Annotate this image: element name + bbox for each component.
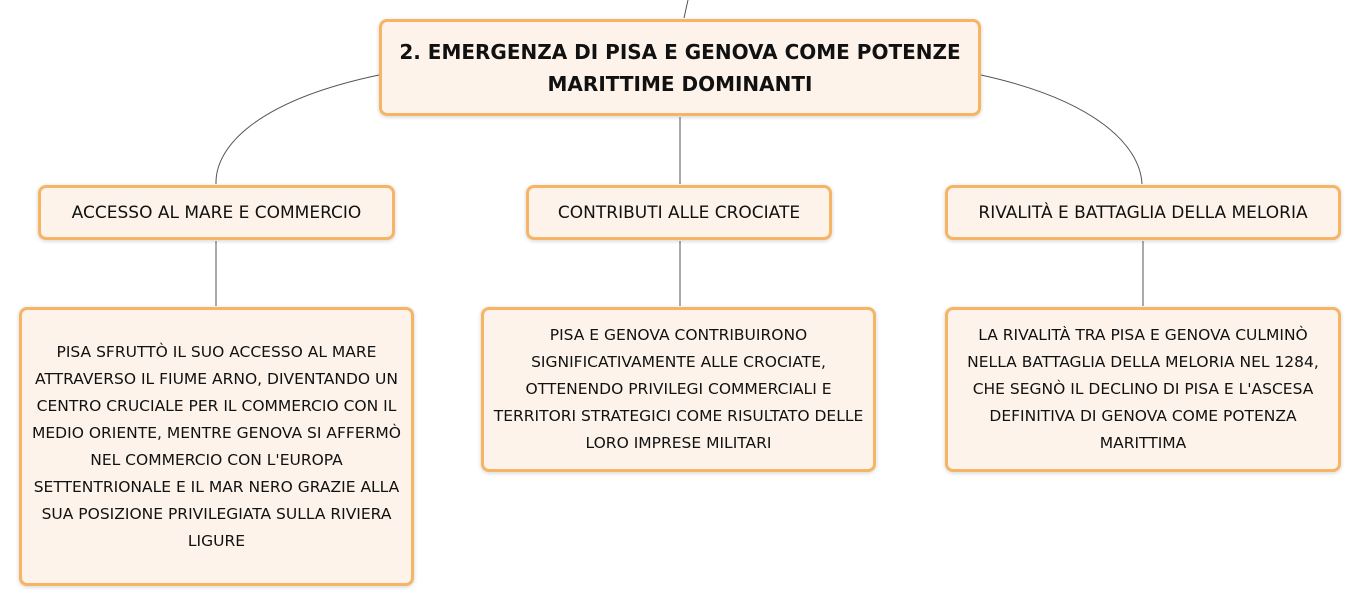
branch-node-access-sea[interactable] (38, 185, 395, 240)
detail-text: PISA SFRUTTÒ IL SUO ACCESSO AL MARE ATTRAVERSO IL FIUME ARNO, DIVENTANDO UN CENTRO CRUCIALE PER IL COMMERCIO CON IL MEDIO ORIENTE, MENTRE GENOVA SI AFFERMÒ NEL COMMERCIO CON L'EUROPA SETTENTRIONALE E IL MAR NERO GRAZIE ALLA SUA POSIZIONE PRIVILEGIATA SULLA RIVIERA LIGURE (32, 342, 401, 550)
connector-incoming (684, 0, 688, 18)
detail-node-meloria[interactable] (945, 307, 1341, 472)
branch-node-meloria[interactable] (945, 185, 1341, 240)
detail-text: PISA E GENOVA CONTRIBUIRONO SIGNIFICATIVAMENTE ALLE CROCIATE, OTTENENDO PRIVILEGI COMMERCIALI E TERRITORI STRATEGICI COME RISULTATO DELLE LORO IMPRESE MILITARI (493, 326, 864, 452)
connector-root-branch-1 (216, 75, 379, 184)
detail-node-access-sea[interactable] (19, 307, 414, 586)
connector-root-branch-3 (981, 75, 1142, 184)
detail-node-crusades[interactable] (481, 307, 876, 472)
branch-label: ACCESSO AL MARE E COMMERCIO (71, 202, 362, 223)
detail-text: LA RIVALITÀ TRA PISA E GENOVA CULMINÒ NELLA BATTAGLIA DELLA MELORIA NEL 1284, CHE SEGNÒ IL DECLINO DI PISA E L'ASCESA DEFINITIVA DI GENOVA COME POTENZA MARITTIMA (967, 326, 1319, 452)
root-topic-title: 2. EMERGENZA DI PISA E GENOVA COME POTENZE MARITTIME DOMINANTI (399, 39, 961, 96)
branch-label: RIVALITÀ E BATTAGLIA DELLA MELORIA (978, 202, 1308, 223)
branch-node-crusades[interactable] (526, 185, 832, 240)
root-topic-node[interactable] (379, 19, 981, 116)
branch-label: CONTRIBUTI ALLE CROCIATE (557, 202, 801, 223)
